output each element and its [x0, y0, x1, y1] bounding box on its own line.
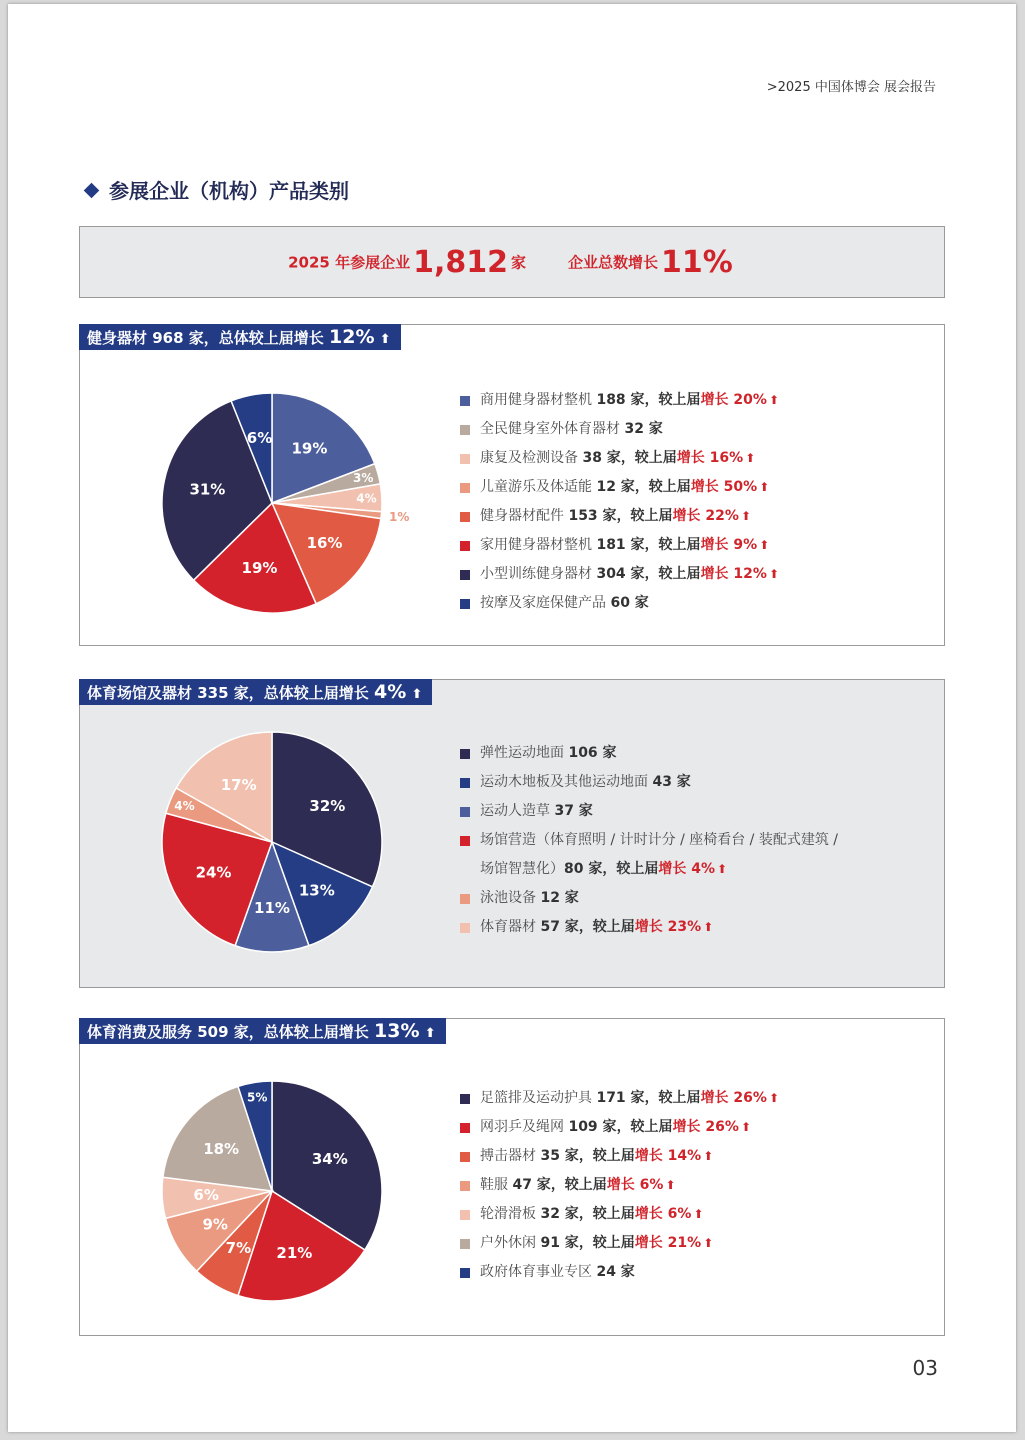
panel-title: 体育场馆及器材 335 家，总体较上届增长 — [87, 684, 369, 702]
pie-slice-label: 16% — [306, 533, 343, 552]
legend-item: 健身器材配件 153 家，较上届增长 22% ⬆ — [456, 502, 779, 531]
legend-item: 家用健身器材整机 181 家，较上届增长 9% ⬆ — [456, 531, 779, 560]
panel-title-tag — [79, 679, 432, 705]
up-arrow-icon: ⬆ — [411, 687, 423, 702]
pie-slice-label: 34% — [311, 1150, 348, 1169]
legend-consumption — [456, 1084, 779, 1287]
panel-title-tag — [79, 324, 401, 350]
legend-swatch — [460, 1210, 470, 1220]
pie-slice-label: 3% — [352, 470, 374, 485]
legend-swatch — [460, 1181, 470, 1191]
diamond-bullet-icon — [84, 183, 100, 199]
legend-swatch — [460, 1239, 470, 1249]
summary-total: 1,812 — [413, 244, 509, 280]
pie-slice-label: 21% — [276, 1244, 313, 1263]
pie-slice-label: 17% — [220, 776, 257, 795]
legend-item: 网羽乒及绳网 109 家，较上届增长 26% ⬆ — [456, 1113, 779, 1142]
legend-swatch — [460, 570, 470, 580]
up-arrow-icon: ⬆ — [768, 1091, 780, 1105]
pie-chart-consumption — [152, 1071, 392, 1311]
legend-swatch — [460, 1268, 470, 1278]
legend-item: 全民健身室外体育器材 32 家 — [456, 415, 779, 444]
section-title — [80, 175, 349, 204]
pie-slice-label: 9% — [202, 1215, 228, 1234]
up-arrow-icon: ⬆ — [745, 451, 756, 465]
pie-slice-label: 6% — [193, 1186, 219, 1205]
legend-item: 轮滑滑板 32 家，较上届增长 6% ⬆ — [456, 1200, 779, 1229]
summary-unit: 家 — [511, 253, 527, 272]
pie-slice-label: 18% — [203, 1139, 240, 1158]
up-arrow-icon: ⬆ — [740, 1120, 752, 1134]
legend-swatch — [460, 1152, 470, 1162]
legend-item: 场馆营造（体育照明 / 计时计分 / 座椅看台 / 装配式建筑 / — [456, 826, 838, 855]
legend-swatch — [460, 778, 470, 788]
up-arrow-icon: ⬆ — [703, 1236, 714, 1250]
legend-item: 泳池设备 12 家 — [456, 884, 838, 913]
pie-slice-label: 13% — [298, 881, 335, 900]
pie-chart-venues — [152, 722, 392, 962]
summary-banner — [79, 226, 945, 298]
panel-growth: 4% — [374, 681, 407, 703]
pie-chart-fitness — [152, 383, 410, 623]
legend-swatch — [460, 512, 470, 522]
summary-growth-value: 11% — [661, 244, 733, 280]
legend-swatch — [460, 483, 470, 493]
pie-slice-label: 1% — [389, 510, 410, 525]
legend-item: 政府体育事业专区 24 家 — [456, 1258, 779, 1287]
pie-slice-label: 4% — [174, 799, 195, 814]
pie-slice-label: 7% — [225, 1238, 252, 1257]
legend-item: 运动木地板及其他运动地面 43 家 — [456, 768, 838, 797]
pie-slice-label: 19% — [241, 558, 278, 577]
pie-slice-label: 6% — [246, 429, 273, 448]
up-arrow-icon: ⬆ — [740, 509, 752, 523]
legend-item: 儿童游乐及体适能 12 家，较上届增长 50% ⬆ — [456, 473, 779, 502]
legend-swatch — [460, 425, 470, 435]
pie-slice-label: 11% — [254, 899, 290, 917]
pie-slice-label: 24% — [195, 863, 232, 882]
legend-swatch — [460, 396, 470, 406]
legend-item: 弹性运动地面 106 家 — [456, 739, 838, 768]
legend-swatch — [460, 599, 470, 609]
legend-item-continued: 场馆智慧化）80 家，较上届增长 4% ⬆ — [480, 861, 728, 877]
up-arrow-icon: ⬆ — [424, 1026, 436, 1041]
legend-item: 商用健身器材整机 188 家，较上届增长 20% ⬆ — [456, 386, 779, 415]
up-arrow-icon: ⬆ — [703, 920, 714, 934]
running-header: >2025 中国体博会 展会报告 — [766, 80, 936, 95]
pie-slice-label: 32% — [309, 797, 346, 816]
legend-swatch — [460, 836, 470, 846]
pie-slice-label: 5% — [247, 1090, 268, 1105]
page-number: 03 — [912, 1356, 938, 1380]
legend-fitness — [456, 386, 779, 618]
legend-item: 鞋服 47 家，较上届增长 6% ⬆ — [456, 1171, 779, 1200]
up-arrow-icon: ⬆ — [768, 393, 780, 407]
summary-prefix: 2025 年参展企业 — [288, 253, 411, 272]
legend-item: 运动人造草 37 家 — [456, 797, 838, 826]
legend-venues — [456, 739, 838, 942]
legend-swatch — [460, 807, 470, 817]
up-arrow-icon: ⬆ — [759, 538, 770, 552]
panel-fitness-equipment — [79, 324, 945, 646]
legend-swatch — [460, 894, 470, 904]
pie-slice-label: 31% — [189, 480, 226, 499]
panel-sports-venues — [79, 679, 945, 988]
legend-swatch — [460, 749, 470, 759]
up-arrow-icon: ⬆ — [703, 1149, 714, 1163]
legend-item: 户外休闲 91 家，较上届增长 21% ⬆ — [456, 1229, 779, 1258]
pie-slice-label: 19% — [291, 439, 328, 458]
legend-item: 搏击器材 35 家，较上届增长 14% ⬆ — [456, 1142, 779, 1171]
up-arrow-icon: ⬆ — [379, 332, 391, 347]
panel-title: 体育消费及服务 509 家，总体较上届增长 — [87, 1023, 369, 1041]
up-arrow-icon: ⬆ — [665, 1178, 676, 1192]
legend-swatch — [460, 454, 470, 464]
legend-item: 足篮排及运动护具 171 家，较上届增长 26% ⬆ — [456, 1084, 779, 1113]
pie-slice-label: 4% — [356, 491, 377, 506]
up-arrow-icon: ⬆ — [768, 567, 780, 581]
legend-swatch — [460, 541, 470, 551]
legend-item: 小型训练健身器材 304 家，较上届增长 12% ⬆ — [456, 560, 779, 589]
legend-item: 按摩及家庭保健产品 60 家 — [456, 589, 779, 618]
legend-swatch — [460, 1123, 470, 1133]
panel-growth: 13% — [374, 1020, 420, 1042]
up-arrow-icon: ⬆ — [693, 1207, 704, 1221]
legend-item: 康复及检测设备 38 家，较上届增长 16% ⬆ — [456, 444, 779, 473]
summary-growth-label: 企业总数增长 — [568, 253, 659, 272]
panel-growth: 12% — [329, 326, 375, 348]
legend-swatch — [460, 923, 470, 933]
up-arrow-icon: ⬆ — [717, 862, 728, 876]
panel-title: 健身器材 968 家，总体较上届增长 — [87, 329, 324, 347]
section-title-text: 参展企业（机构）产品类别 — [109, 179, 349, 203]
legend-swatch — [460, 1094, 470, 1104]
report-page — [8, 4, 1016, 1432]
up-arrow-icon: ⬆ — [759, 480, 770, 494]
panel-title-tag — [79, 1018, 446, 1044]
legend-item: 体育器材 57 家，较上届增长 23% ⬆ — [456, 913, 838, 942]
panel-consumption-services — [79, 1018, 945, 1336]
